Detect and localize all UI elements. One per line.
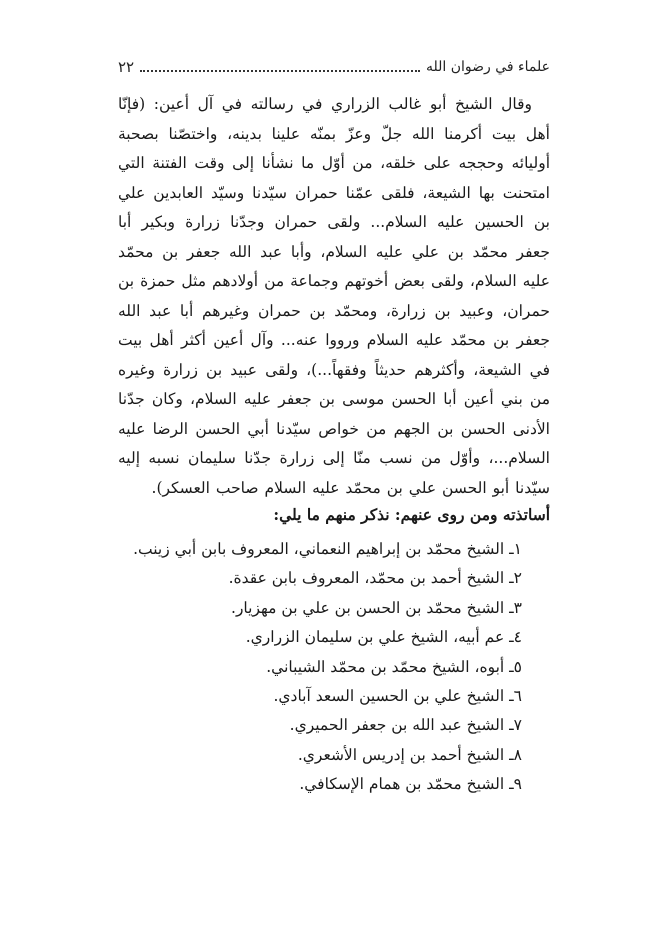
quoted-paragraph: وقال الشيخ أبو غالب الزراري في رسالته في آل أعين: (فإنّا أهل بيت أكرمنا الله جلّ وعزّ بمنّه علينا بدينه، واختصّنا بصحبة أوليائه وحججه على خلقه، من أوّل ما نشأنا إلى وقت الفتنة التي امتحنت بها الشيعة، فلقى عمّنا حمران سيّدنا وسيّد العابدين علي بن الحسين عليه السلام... ولقى حمران وجدّنا زرارة وبكير أبا جعفر محمّد بن علي عليه السلام، وأبا عبد الله جعفر بن محمّد عليه السلام، ولقى بعض أخوتهم وجماعة من أولادهم مثل حمزة بن حمران، وعبيد بن زرارة، ومحمّد بن حمران وغيرهم أبا عبد الله جعفر بن محمّد عليه السلام ورووا عنه... وآل أعين أكثر أهل بيت في الشيعة، وأكثرهم حديثاً وفقهاً...)، ولقى عبيد بن زرارة وغيره من بني أعين أبا الحسن موسى بن جعفر عليه السلام، وكان جدّنا الأدنى الحسن بن الجهم من خواص سيّدنا أبي الحسن الرضا عليه السلام...، وأوّل من نسب منّا إلى زرارة جدّنا سليمان نسبه إليه سيّدنا أبو الحسن علي بن محمّد عليه السلام صاحب العسكر). [118, 95, 550, 497]
list-item: ٣ـ الشيخ محمّد بن الحسن بن علي بن مهزيار. [231, 598, 522, 617]
section-heading: أساتذته ومن روى عنهم: نذكر منهم ما يلي: [273, 505, 550, 524]
running-header [118, 54, 550, 76]
page-number: ٢٢ [118, 58, 135, 76]
list-item: ٤ـ عم أبيه، الشيخ علي بن سليمان الزراري. [245, 628, 522, 647]
list-item: ٥ـ أبوه، الشيخ محمّد بن محمّد الشيباني. [266, 657, 522, 676]
main-paragraph-block [118, 90, 550, 503]
list-item: ٩ـ الشيخ محمّد بن همام الإسكافي. [299, 775, 522, 794]
running-title: علماء في رضوان الله [426, 59, 550, 75]
list-item: ١ـ الشيخ محمّد بن إبراهيم النعماني، المعروف بابن أبي زينب. [133, 540, 522, 558]
list-item: ٦ـ الشيخ علي بن الحسين السعد آبادي. [273, 687, 522, 706]
list-item: ٧ـ الشيخ عبد الله بن جعفر الحميري. [289, 716, 522, 735]
list-item: ٨ـ الشيخ أحمد بن إدريس الأشعري. [297, 745, 522, 764]
teachers-list [118, 535, 522, 800]
dotted-leader [140, 69, 420, 72]
list-item: ٢ـ الشيخ أحمد بن محمّد، المعروف بابن عقدة. [228, 569, 522, 588]
